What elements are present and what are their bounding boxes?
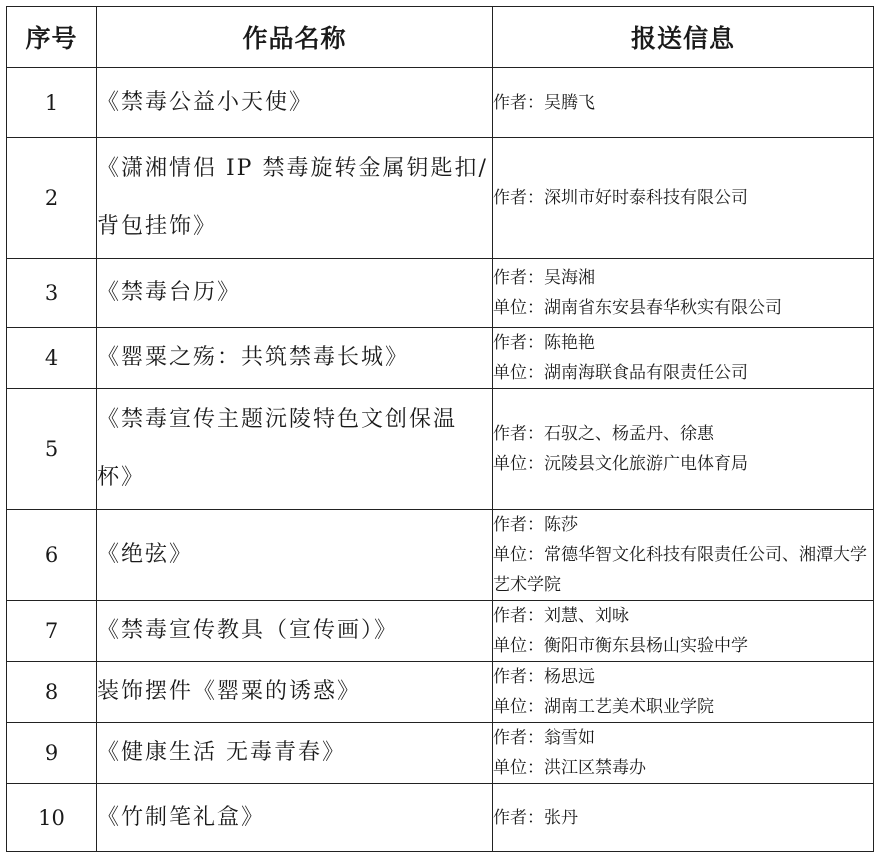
row-num: 9 xyxy=(7,723,97,784)
table-row xyxy=(7,259,874,328)
row-info xyxy=(493,259,874,328)
table-row xyxy=(7,328,874,389)
info-line: 单位：沅陵县文化旅游广电体育局 xyxy=(493,454,748,474)
header-name: 作品名称 xyxy=(97,7,493,68)
info-line: 作者：石驭之、杨孟丹、徐惠 xyxy=(493,424,714,444)
table-row xyxy=(7,723,874,784)
header-info: 报送信息 xyxy=(493,7,874,68)
row-info xyxy=(493,68,874,138)
table-row xyxy=(7,601,874,662)
row-num: 10 xyxy=(7,784,97,852)
info-line: 单位：湖南工艺美术职业学院 xyxy=(493,697,714,717)
info-line: 单位：常德华智文化科技有限责任公司、湘潭大学艺术学院 xyxy=(493,545,867,595)
info-line: 作者：吴腾飞 xyxy=(493,92,595,113)
row-name: 《禁毒台历》 xyxy=(97,259,493,328)
info-line: 单位：衡阳市衡东县杨山实验中学 xyxy=(493,636,748,656)
table-row xyxy=(7,784,874,852)
row-name: 《竹制笔礼盒》 xyxy=(97,784,493,852)
info-line: 单位：湖南省东安县春华秋实有限公司 xyxy=(493,298,782,318)
table-row xyxy=(7,138,874,259)
table-row xyxy=(7,389,874,510)
row-info xyxy=(493,784,874,852)
info-line: 作者：翁雪如 xyxy=(493,728,595,748)
row-name: 《绝弦》 xyxy=(97,510,493,601)
row-num: 3 xyxy=(7,259,97,328)
info-line: 作者：刘慧、刘咏 xyxy=(493,606,629,626)
row-name: 《健康生活 无毒青春》 xyxy=(97,723,493,784)
row-name: 《禁毒宣传教具（宣传画）》 xyxy=(97,601,493,662)
row-name: 《潇湘情侣 IP 禁毒旋转金属钥匙扣/背包挂饰》 xyxy=(97,138,493,259)
row-info xyxy=(493,723,874,784)
row-num: 2 xyxy=(7,138,97,259)
row-info xyxy=(493,510,874,601)
row-name: 《禁毒宣传主题沅陵特色文创保温杯》 xyxy=(97,389,493,510)
row-name: 《罂粟之殇：共筑禁毒长城》 xyxy=(97,328,493,389)
row-info xyxy=(493,328,874,389)
info-line: 作者：吴海湘 xyxy=(493,268,595,288)
row-name: 装饰摆件《罂粟的诱惑》 xyxy=(97,662,493,723)
row-num: 6 xyxy=(7,510,97,601)
row-info xyxy=(493,601,874,662)
header-row xyxy=(7,7,874,68)
row-info xyxy=(493,662,874,723)
info-line: 单位：湖南海联食品有限责任公司 xyxy=(493,363,748,383)
row-num: 1 xyxy=(7,68,97,138)
row-name: 《禁毒公益小天使》 xyxy=(97,68,493,138)
header-num: 序号 xyxy=(7,7,97,68)
table-row xyxy=(7,510,874,601)
works-table xyxy=(6,6,874,852)
row-num: 7 xyxy=(7,601,97,662)
info-line: 作者：张丹 xyxy=(493,807,578,828)
table-row xyxy=(7,662,874,723)
table-row xyxy=(7,68,874,138)
row-num: 8 xyxy=(7,662,97,723)
info-line: 作者：陈艳艳 xyxy=(493,333,595,353)
info-line: 作者：杨思远 xyxy=(493,667,595,687)
row-info xyxy=(493,389,874,510)
row-info xyxy=(493,138,874,259)
row-num: 5 xyxy=(7,389,97,510)
info-line: 作者：深圳市好时泰科技有限公司 xyxy=(493,188,748,208)
info-line: 单位：洪江区禁毒办 xyxy=(493,758,646,778)
info-line: 作者：陈莎 xyxy=(493,515,578,535)
row-num: 4 xyxy=(7,328,97,389)
